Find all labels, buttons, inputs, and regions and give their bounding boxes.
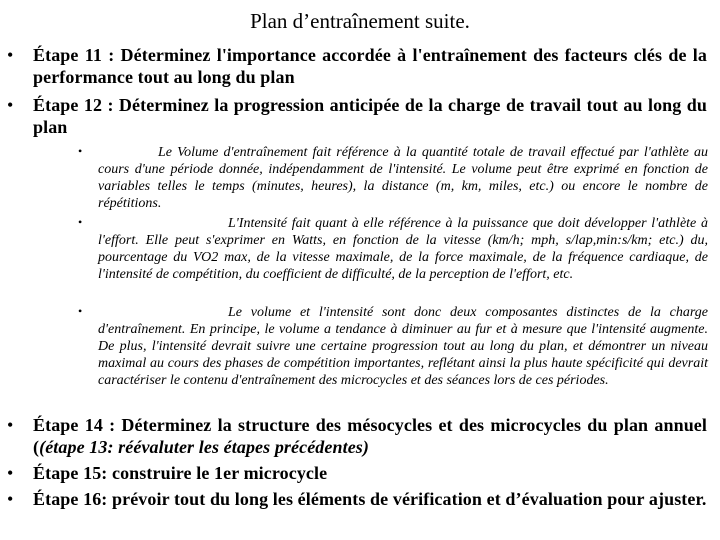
- bullet-icon: •: [78, 144, 83, 158]
- bullet-icon: •: [78, 304, 83, 318]
- subpoint-intensity: [78, 215, 708, 283]
- step-15-text: Étape 15: construire le 1er microcycle: [33, 463, 328, 483]
- step-12-item: [7, 94, 707, 138]
- bullet-icon: •: [7, 45, 14, 65]
- subpoint-intensity-text: L'Intensité fait quant à elle référence à la puissance que doit développer l'athlète à l'effort. Elle peut s'exprimer en Watts, en fonction de la vitesse (km/h; mph, s/lap,min:s/km; etc.) du, pourcentage du VO2 max, de la vitesse maximale, de la force maximale, de la fréquence cardiaque, de l'intensité de compétition, du coefficient de difficulté, de la perception de l'effort, etc.: [98, 216, 708, 282]
- subpoint-volume-text: Le Volume d'entraînement fait référence à la quantité totale de travail effectué par l'athlète au cours d'une période donnée, indépendamment de l'intensité. Le volume peut être exprimé en fonction de variables telles le temps (minutes, heures), la distance (m, km, miles, etc.) ou encore le nombre de répétitions.: [98, 145, 708, 211]
- step-14-text: Étape 14 : Déterminez la structure des mésocycles et des microcycles du plan annuel (: [33, 415, 707, 457]
- step-15-item: [7, 462, 707, 484]
- page-title: Plan d’entraînement suite.: [250, 9, 470, 33]
- step-16-text: Étape 16: prévoir tout du long les éléments de vérification et d’évaluation pour ajuster.: [33, 489, 707, 509]
- subpoint-charge-text: Le volume et l'intensité sont donc deux composantes distinctes de la charge d'entraînement. En principe, le volume a tendance à diminuer au fur et à mesure que l'intensité augmente. De plus, l'intensité devrait suivre une certaine progression tout au long du plan, et démontrer un niveau maximal au cours des phases de compétition importantes, reflétant ainsi la plus haute spécificité qui devrait caractériser le contenu d'entraînement des microcycles et des séances lors de ces périodes.: [98, 305, 708, 388]
- step-14-item: [7, 414, 707, 458]
- step-11-text: Étape 11 : Déterminez l'importance accordée à l'entraînement des facteurs clés de la performance tout au long du plan: [33, 45, 707, 87]
- step-14-note: (étape 13: réévaluter les étapes précédentes): [39, 437, 369, 457]
- step-16-item: [7, 488, 707, 510]
- bullet-icon: •: [7, 95, 14, 115]
- subpoint-volume: [78, 144, 708, 212]
- subpoint-charge: [78, 304, 708, 389]
- bullet-icon: •: [78, 215, 83, 229]
- step-12-text: Étape 12 : Déterminez la progression anticipée de la charge de travail tout au long du plan: [33, 95, 707, 137]
- bullet-icon: •: [7, 489, 14, 509]
- bullet-icon: •: [7, 463, 14, 483]
- step-11-item: [7, 44, 707, 88]
- bullet-icon: •: [7, 415, 14, 435]
